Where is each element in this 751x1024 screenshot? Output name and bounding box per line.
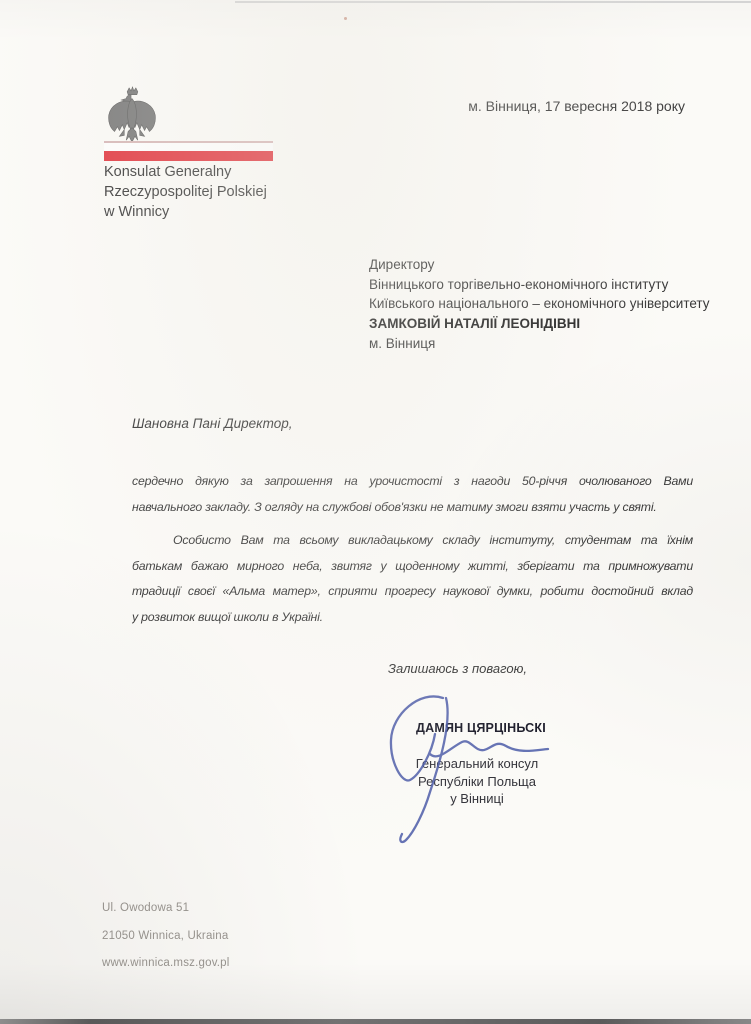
scan-speck <box>344 17 347 20</box>
sender-line: Konsulat Generalny <box>104 164 232 180</box>
poland-flag-bar <box>104 141 273 161</box>
body-line: навчального закладу. З огляду на службові обов'язки не матиму змоги взяти участь у святі. <box>132 499 657 514</box>
signer-title-line: Генеральний консул <box>415 756 539 771</box>
polish-eagle-emblem-icon <box>104 86 160 146</box>
scan-edge-top <box>235 1 751 3</box>
salutation: Шановна Пані Директор, <box>132 416 293 431</box>
body-line: традиції своєї «Альма матер», сприяти прогресу наукової думки, робити достойний вклад <box>132 584 693 598</box>
closing-phrase: Залишаюсь з повагою, <box>388 661 528 676</box>
footer-address-line: Ul. Owodowa 51 <box>102 902 190 914</box>
body-line: у розвиток вищої школи в Україні. <box>132 609 323 624</box>
recipient-line: Київського національного – економічного університету <box>369 296 710 312</box>
recipient-name: ЗАМКОВІЙ НАТАЛІЇ ЛЕОНІДІВНІ <box>369 316 581 332</box>
signer-title-line: Республіки Польща <box>418 773 536 789</box>
body-paragraph-1 <box>132 469 693 520</box>
signer-title-block <box>396 755 558 808</box>
body-line: батькам бажаю мирного неба, звитяг у щоденному житті, зберігати та примножувати <box>132 558 693 573</box>
recipient-block <box>369 255 710 354</box>
body-line: Особисто Вам та всьому викладацькому складу інституту, студентам та їхнім <box>173 533 693 547</box>
footer-block <box>102 895 230 978</box>
signer-name: ДАМЯН ЦЯРЦІНЬСКІ <box>416 721 546 735</box>
recipient-line: Вінницького торгівельно-економічного інституту <box>369 276 669 292</box>
letter-date: м. Вінниця, 17 вересня 2018 року <box>468 98 685 114</box>
body-paragraph-2 <box>132 528 693 630</box>
flag-white-stripe <box>104 143 273 151</box>
sender-line: Rzeczypospolitej Polskiej <box>104 184 267 200</box>
scan-edge-bottom <box>0 1019 751 1024</box>
footer-website: www.winnica.msz.gov.pl <box>102 957 230 969</box>
flag-red-stripe <box>104 151 273 161</box>
body-line: сердечно дякую за запрошення на урочистості з нагоди 50-річчя очолюваного Вами <box>132 474 693 488</box>
signer-title-line: у Вінниці <box>450 791 504 806</box>
recipient-city: м. Вінниця <box>369 335 436 351</box>
footer-address-line: 21050 Winnica, Ukraina <box>102 929 229 942</box>
sender-block <box>104 162 267 222</box>
recipient-line: Директору <box>369 257 435 272</box>
sender-line: w Winnicy <box>104 204 170 220</box>
